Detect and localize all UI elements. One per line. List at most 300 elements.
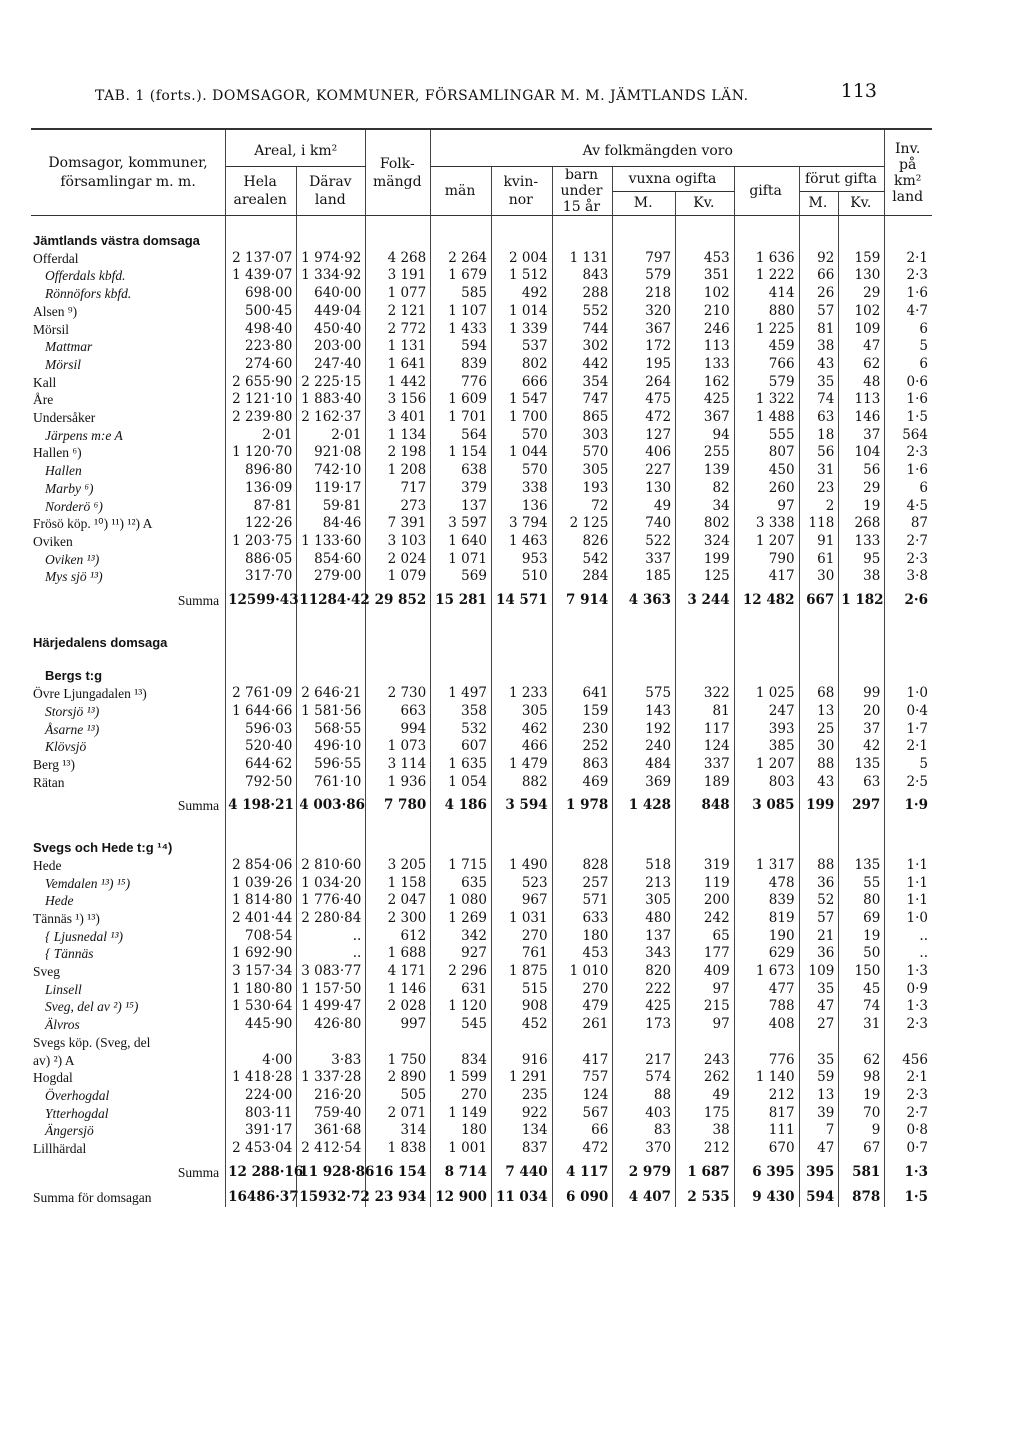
value-cell — [799, 1034, 839, 1052]
value-cell: 0·6 — [906, 373, 928, 390]
header-vuxna: vuxna ogifta — [613, 167, 734, 192]
header-forut: förut gifta — [799, 167, 885, 192]
table-row — [31, 338, 932, 356]
value-cell: 1 077 — [366, 285, 431, 303]
value-cell: 124 — [552, 1087, 613, 1105]
value-cell: 55 — [839, 875, 885, 893]
table-row — [31, 910, 932, 928]
spacer-cell — [552, 618, 613, 634]
value-cell: 574 — [613, 1069, 676, 1087]
value-cell: 1 291 — [491, 1069, 552, 1087]
value-cell: 568·55 — [297, 721, 366, 739]
value-cell: 97 — [676, 981, 735, 999]
value-cell: 337 — [613, 551, 676, 569]
empty-cell — [552, 232, 613, 250]
value-cell: 268 — [839, 515, 885, 533]
value-cell: 579 — [613, 267, 676, 285]
table-row — [31, 875, 932, 893]
value-cell: 68 — [799, 685, 839, 703]
value-cell: 2 121 — [366, 303, 431, 321]
value-cell: 2 239·80 — [226, 409, 297, 427]
row-label: Linsell — [31, 981, 226, 999]
value-cell: 99 — [839, 685, 885, 703]
value-cell: 2 264 — [431, 250, 492, 268]
summa-label: Summa — [31, 1158, 226, 1190]
empty-cell — [613, 839, 676, 857]
value-cell: 807 — [734, 444, 799, 462]
value-cell: 640·00 — [297, 285, 366, 303]
value-cell: 1 776·40 — [297, 892, 366, 910]
value-cell: 1·1 — [906, 874, 928, 891]
value-cell: 0·8 — [906, 1122, 928, 1139]
value-cell: 74 — [799, 391, 839, 409]
value-cell: 252 — [552, 738, 613, 756]
value-cell: 255 — [676, 444, 735, 462]
value-cell — [431, 1034, 492, 1052]
header-domsagor: Domsagor, kommuner, församlingar m. m. — [31, 129, 226, 216]
table-row — [31, 515, 932, 533]
value-cell: 1 225 — [734, 321, 799, 339]
value-cell: 270 — [491, 928, 552, 946]
value-cell: 2 028 — [366, 998, 431, 1016]
row-label: Hede — [31, 857, 226, 875]
empty-cell — [431, 839, 492, 857]
spacer-cell — [366, 216, 431, 233]
value-cell: 759·40 — [297, 1105, 366, 1123]
empty-cell — [839, 232, 885, 250]
value-cell: 47 — [839, 338, 885, 356]
value-cell: 385 — [734, 738, 799, 756]
header-kvinnor: kvin-nor — [491, 167, 552, 216]
empty-cell — [613, 232, 676, 250]
table-row — [31, 1105, 932, 1123]
value-cell: 462 — [491, 721, 552, 739]
value-cell: 314 — [366, 1122, 431, 1140]
page-header — [95, 80, 895, 110]
spacer-cell — [491, 651, 552, 667]
value-cell: 246 — [676, 321, 735, 339]
value-cell: 834 — [431, 1052, 492, 1070]
value-cell: 403 — [613, 1105, 676, 1123]
value-cell: 2 — [799, 498, 839, 516]
value-cell: 337 — [676, 756, 735, 774]
value-cell: 1 071 — [431, 551, 492, 569]
value-cell: 596·03 — [226, 721, 297, 739]
summa-value: 395 — [799, 1158, 839, 1190]
value-cell: 199 — [676, 551, 735, 569]
value-cell: 967 — [491, 892, 552, 910]
value-cell: 2 300 — [366, 910, 431, 928]
value-cell: 1 439·07 — [226, 267, 297, 285]
table-row — [31, 1016, 932, 1034]
value-cell: 193 — [552, 480, 613, 498]
value-cell: 2 730 — [366, 685, 431, 703]
spacer-cell — [839, 216, 885, 233]
value-cell: 472 — [552, 1140, 613, 1158]
value-cell: 358 — [431, 703, 492, 721]
value-cell: 742·10 — [297, 462, 366, 480]
value-cell: 492 — [491, 285, 552, 303]
row-label: Berg ¹³) — [31, 756, 226, 774]
empty-cell — [366, 839, 431, 857]
value-cell: .. — [919, 945, 928, 962]
value-cell: 190 — [734, 928, 799, 946]
value-cell: 585 — [431, 285, 492, 303]
value-cell: 532 — [431, 721, 492, 739]
spacer-cell — [366, 618, 431, 634]
value-cell: 997 — [366, 1016, 431, 1034]
value-cell: 3 794 — [491, 515, 552, 533]
header-inv: Inv. på km² land — [885, 129, 932, 216]
empty-cell — [885, 634, 932, 652]
value-cell: 1·7 — [906, 720, 928, 737]
spacer-cell — [799, 651, 839, 667]
value-cell: 57 — [799, 910, 839, 928]
row-label: Oviken — [31, 533, 226, 551]
spacer-cell — [676, 216, 735, 233]
value-cell: 288 — [552, 285, 613, 303]
value-cell: 3 083·77 — [297, 963, 366, 981]
value-cell: 370 — [613, 1140, 676, 1158]
value-cell: 472 — [613, 409, 676, 427]
empty-cell — [734, 839, 799, 857]
value-cell: 62 — [839, 356, 885, 374]
table-row — [31, 427, 932, 445]
value-cell: 159 — [552, 703, 613, 721]
empty-cell — [491, 634, 552, 652]
value-cell: 1 936 — [366, 774, 431, 792]
value-cell: 496·10 — [297, 738, 366, 756]
row-label: Ängersjö — [31, 1122, 226, 1140]
value-cell: 117 — [676, 721, 735, 739]
value-cell: 1 814·80 — [226, 892, 297, 910]
value-cell: 4 268 — [366, 250, 431, 268]
value-cell: 38 — [799, 338, 839, 356]
value-cell: 113 — [839, 391, 885, 409]
value-cell: 62 — [839, 1052, 885, 1070]
value-cell: 886·05 — [226, 551, 297, 569]
value-cell: 122·26 — [226, 515, 297, 533]
table-row — [31, 267, 932, 285]
value-cell: 1 080 — [431, 892, 492, 910]
value-cell — [366, 1034, 431, 1052]
spacer-row — [31, 823, 932, 839]
value-cell: 452 — [491, 1016, 552, 1034]
value-cell: 49 — [613, 498, 676, 516]
value-cell: 83 — [613, 1122, 676, 1140]
spacer-cell — [885, 651, 932, 667]
value-cell: 257 — [552, 875, 613, 893]
value-cell: 1 463 — [491, 533, 552, 551]
value-cell: 379 — [431, 480, 492, 498]
table-row — [31, 703, 932, 721]
value-cell: 133 — [839, 533, 885, 551]
value-cell: 480 — [613, 910, 676, 928]
value-cell: 240 — [613, 738, 676, 756]
value-cell — [885, 1034, 932, 1052]
section-subtitle — [31, 667, 932, 685]
value-cell: 222 — [613, 981, 676, 999]
value-cell: 29 — [839, 285, 885, 303]
table-row — [31, 1087, 932, 1105]
value-cell: 537 — [491, 338, 552, 356]
value-cell: 633 — [552, 910, 613, 928]
value-cell: 1 700 — [491, 409, 552, 427]
summa-row — [31, 1158, 932, 1190]
value-cell: 1 644·66 — [226, 703, 297, 721]
spacer-cell — [734, 823, 799, 839]
value-cell: 1 547 — [491, 391, 552, 409]
empty-cell — [366, 634, 431, 652]
spacer-cell — [366, 651, 431, 667]
row-label: Sveg, del av ²) ¹⁵) — [31, 998, 226, 1016]
value-cell: 1 499·47 — [297, 998, 366, 1016]
spacer-cell — [839, 651, 885, 667]
value-cell: 776 — [431, 374, 492, 392]
value-cell: 274·60 — [226, 356, 297, 374]
value-cell: 7 391 — [366, 515, 431, 533]
value-cell: 391·17 — [226, 1122, 297, 1140]
value-cell: 1 180·80 — [226, 981, 297, 999]
value-cell: 135 — [839, 857, 885, 875]
value-cell: 227 — [613, 462, 676, 480]
grand-total-value: 6 090 — [552, 1189, 613, 1207]
value-cell: 31 — [839, 1016, 885, 1034]
value-cell: 607 — [431, 738, 492, 756]
value-cell: 477 — [734, 981, 799, 999]
value-cell: 761 — [491, 945, 552, 963]
value-cell: 324 — [676, 533, 735, 551]
value-cell: 839 — [431, 356, 492, 374]
value-cell: 185 — [613, 568, 676, 586]
value-cell: 612 — [366, 928, 431, 946]
value-cell: 459 — [734, 338, 799, 356]
value-cell: 2 401·44 — [226, 910, 297, 928]
value-cell: 102 — [676, 285, 735, 303]
value-cell: 594 — [431, 338, 492, 356]
value-cell: 916 — [491, 1052, 552, 1070]
value-cell: 215 — [676, 998, 735, 1016]
table-row — [31, 551, 932, 569]
value-cell: .. — [297, 945, 366, 963]
summa-value: 581 — [839, 1158, 885, 1190]
row-label: Övre Ljungadalen ¹³) — [31, 685, 226, 703]
value-cell: 802 — [491, 356, 552, 374]
table-row — [31, 892, 932, 910]
spacer-cell — [613, 823, 676, 839]
value-cell: 1·6 — [906, 285, 928, 302]
value-cell: 1·1 — [906, 856, 928, 873]
empty-cell — [885, 839, 932, 857]
empty-cell — [366, 232, 431, 250]
value-cell: 57 — [799, 303, 839, 321]
value-cell: 63 — [799, 409, 839, 427]
value-cell: 2 024 — [366, 551, 431, 569]
table-row — [31, 756, 932, 774]
grand-total-value: 11 034 — [491, 1189, 552, 1207]
value-cell: 1 207 — [734, 533, 799, 551]
value-cell: 631 — [431, 981, 492, 999]
spacer-cell — [839, 618, 885, 634]
value-cell: 425 — [676, 391, 735, 409]
row-label: Vemdalen ¹³) ¹⁵) — [31, 875, 226, 893]
value-cell: 3 103 — [366, 533, 431, 551]
value-cell: 2·3 — [906, 444, 928, 461]
value-cell: 425 — [613, 998, 676, 1016]
table-row — [31, 963, 932, 981]
value-cell: 880 — [734, 303, 799, 321]
value-cell: 6 — [919, 479, 928, 496]
value-cell: 118 — [799, 515, 839, 533]
empty-cell — [799, 634, 839, 652]
value-cell: 38 — [676, 1122, 735, 1140]
value-cell: 203·00 — [297, 338, 366, 356]
value-cell: 320 — [613, 303, 676, 321]
row-label: Älvros — [31, 1016, 226, 1034]
value-cell: 302 — [552, 338, 613, 356]
value-cell: 1 688 — [366, 945, 431, 963]
empty-cell — [799, 839, 839, 857]
value-cell: 1 641 — [366, 356, 431, 374]
empty-cell — [676, 232, 735, 250]
summa-value: 12 482 — [734, 586, 799, 618]
row-label: Hede — [31, 892, 226, 910]
grand-total-value: 16486·37 — [226, 1189, 297, 1207]
value-cell: 1·3 — [906, 963, 928, 980]
summa-value: 7 440 — [491, 1158, 552, 1190]
value-cell: 1·6 — [906, 462, 928, 479]
spacer-cell — [613, 651, 676, 667]
value-cell: 213 — [613, 875, 676, 893]
section-title-label: Svegs och Hede t:g ¹⁴) — [31, 839, 226, 857]
header-areal: Areal, i km² — [226, 129, 366, 167]
spacer-cell — [491, 618, 552, 634]
empty-cell — [552, 634, 613, 652]
value-cell: 137 — [431, 498, 492, 516]
value-cell: 479 — [552, 998, 613, 1016]
value-cell: 994 — [366, 721, 431, 739]
summa-value: 4 003·86 — [297, 791, 366, 823]
header-folkmangd: Folk-mängd — [366, 129, 431, 216]
value-cell: 1 157·50 — [297, 981, 366, 999]
value-cell: 119 — [676, 875, 735, 893]
row-label: Lillhärdal — [31, 1140, 226, 1158]
row-label: Offerdals kbfd. — [31, 267, 226, 285]
value-cell: 2 761·09 — [226, 685, 297, 703]
row-label: Kall — [31, 374, 226, 392]
table-row — [31, 1034, 932, 1052]
value-cell: 81 — [676, 703, 735, 721]
value-cell: 91 — [799, 533, 839, 551]
value-cell: 5 — [919, 338, 928, 355]
table-row — [31, 356, 932, 374]
value-cell: 136 — [491, 498, 552, 516]
value-cell: 1 154 — [431, 444, 492, 462]
value-cell — [734, 1034, 799, 1052]
empty-cell — [491, 839, 552, 857]
spacer-cell — [431, 216, 492, 233]
section-title-label: Härjedalens domsaga — [31, 634, 226, 652]
value-cell: 3 191 — [366, 267, 431, 285]
summa-value: 12599·43 — [226, 586, 297, 618]
row-label: Hogdal — [31, 1069, 226, 1087]
empty-cell — [676, 839, 735, 857]
value-cell: 450·40 — [297, 321, 366, 339]
value-cell: 175 — [676, 1105, 735, 1123]
value-cell: 393 — [734, 721, 799, 739]
value-cell: 192 — [613, 721, 676, 739]
value-cell: 1·5 — [906, 409, 928, 426]
table-row — [31, 981, 932, 999]
summa-value: 3 594 — [491, 791, 552, 823]
value-cell: 6 — [919, 320, 928, 337]
value-cell: 2 047 — [366, 892, 431, 910]
value-cell: 143 — [613, 703, 676, 721]
value-cell: 273 — [366, 498, 431, 516]
value-cell: 137 — [613, 928, 676, 946]
value-cell: 109 — [839, 321, 885, 339]
value-cell: 36 — [799, 875, 839, 893]
value-cell: 66 — [799, 267, 839, 285]
value-cell: 555 — [734, 427, 799, 445]
spacer-cell — [297, 618, 366, 634]
table-header — [31, 129, 932, 216]
value-cell: 150 — [839, 963, 885, 981]
value-cell: 1 339 — [491, 321, 552, 339]
grand-total-value: 1·5 — [904, 1189, 928, 1206]
value-cell: 162 — [676, 374, 735, 392]
value-cell: 127 — [613, 427, 676, 445]
value-cell: 2 890 — [366, 1069, 431, 1087]
value-cell: 518 — [613, 857, 676, 875]
value-cell: 1 034·20 — [297, 875, 366, 893]
value-cell: 1 875 — [491, 963, 552, 981]
header-hela: Hela arealen — [226, 167, 297, 216]
value-cell: 212 — [734, 1087, 799, 1105]
value-cell: 1·1 — [906, 892, 928, 909]
value-cell: 223·80 — [226, 338, 297, 356]
summa-value: 4 198·21 — [226, 791, 297, 823]
value-cell: 0·7 — [906, 1140, 928, 1157]
value-cell: 26 — [799, 285, 839, 303]
value-cell: 1 512 — [491, 267, 552, 285]
empty-cell — [297, 667, 366, 685]
summa-label: Summa — [31, 791, 226, 823]
section-title — [31, 634, 932, 652]
value-cell: 1 207 — [734, 756, 799, 774]
value-cell: 2 004 — [491, 250, 552, 268]
value-cell: 20 — [839, 703, 885, 721]
value-cell: 49 — [676, 1087, 735, 1105]
value-cell: 1 497 — [431, 685, 492, 703]
value-cell: 305 — [613, 892, 676, 910]
empty-cell — [734, 634, 799, 652]
summa-value: 15 281 — [431, 586, 492, 618]
value-cell: 2 412·54 — [297, 1140, 366, 1158]
value-cell: 7 — [799, 1122, 839, 1140]
value-cell: 1 418·28 — [226, 1069, 297, 1087]
value-cell: 1·0 — [906, 685, 928, 702]
value-cell: 498·40 — [226, 321, 297, 339]
value-cell: 1 014 — [491, 303, 552, 321]
value-cell: 84·46 — [297, 515, 366, 533]
spacer-cell — [491, 216, 552, 233]
value-cell: 23 — [799, 480, 839, 498]
spacer-cell — [676, 823, 735, 839]
value-cell: 1 609 — [431, 391, 492, 409]
value-cell: 130 — [613, 480, 676, 498]
value-cell: 2·01 — [226, 427, 297, 445]
